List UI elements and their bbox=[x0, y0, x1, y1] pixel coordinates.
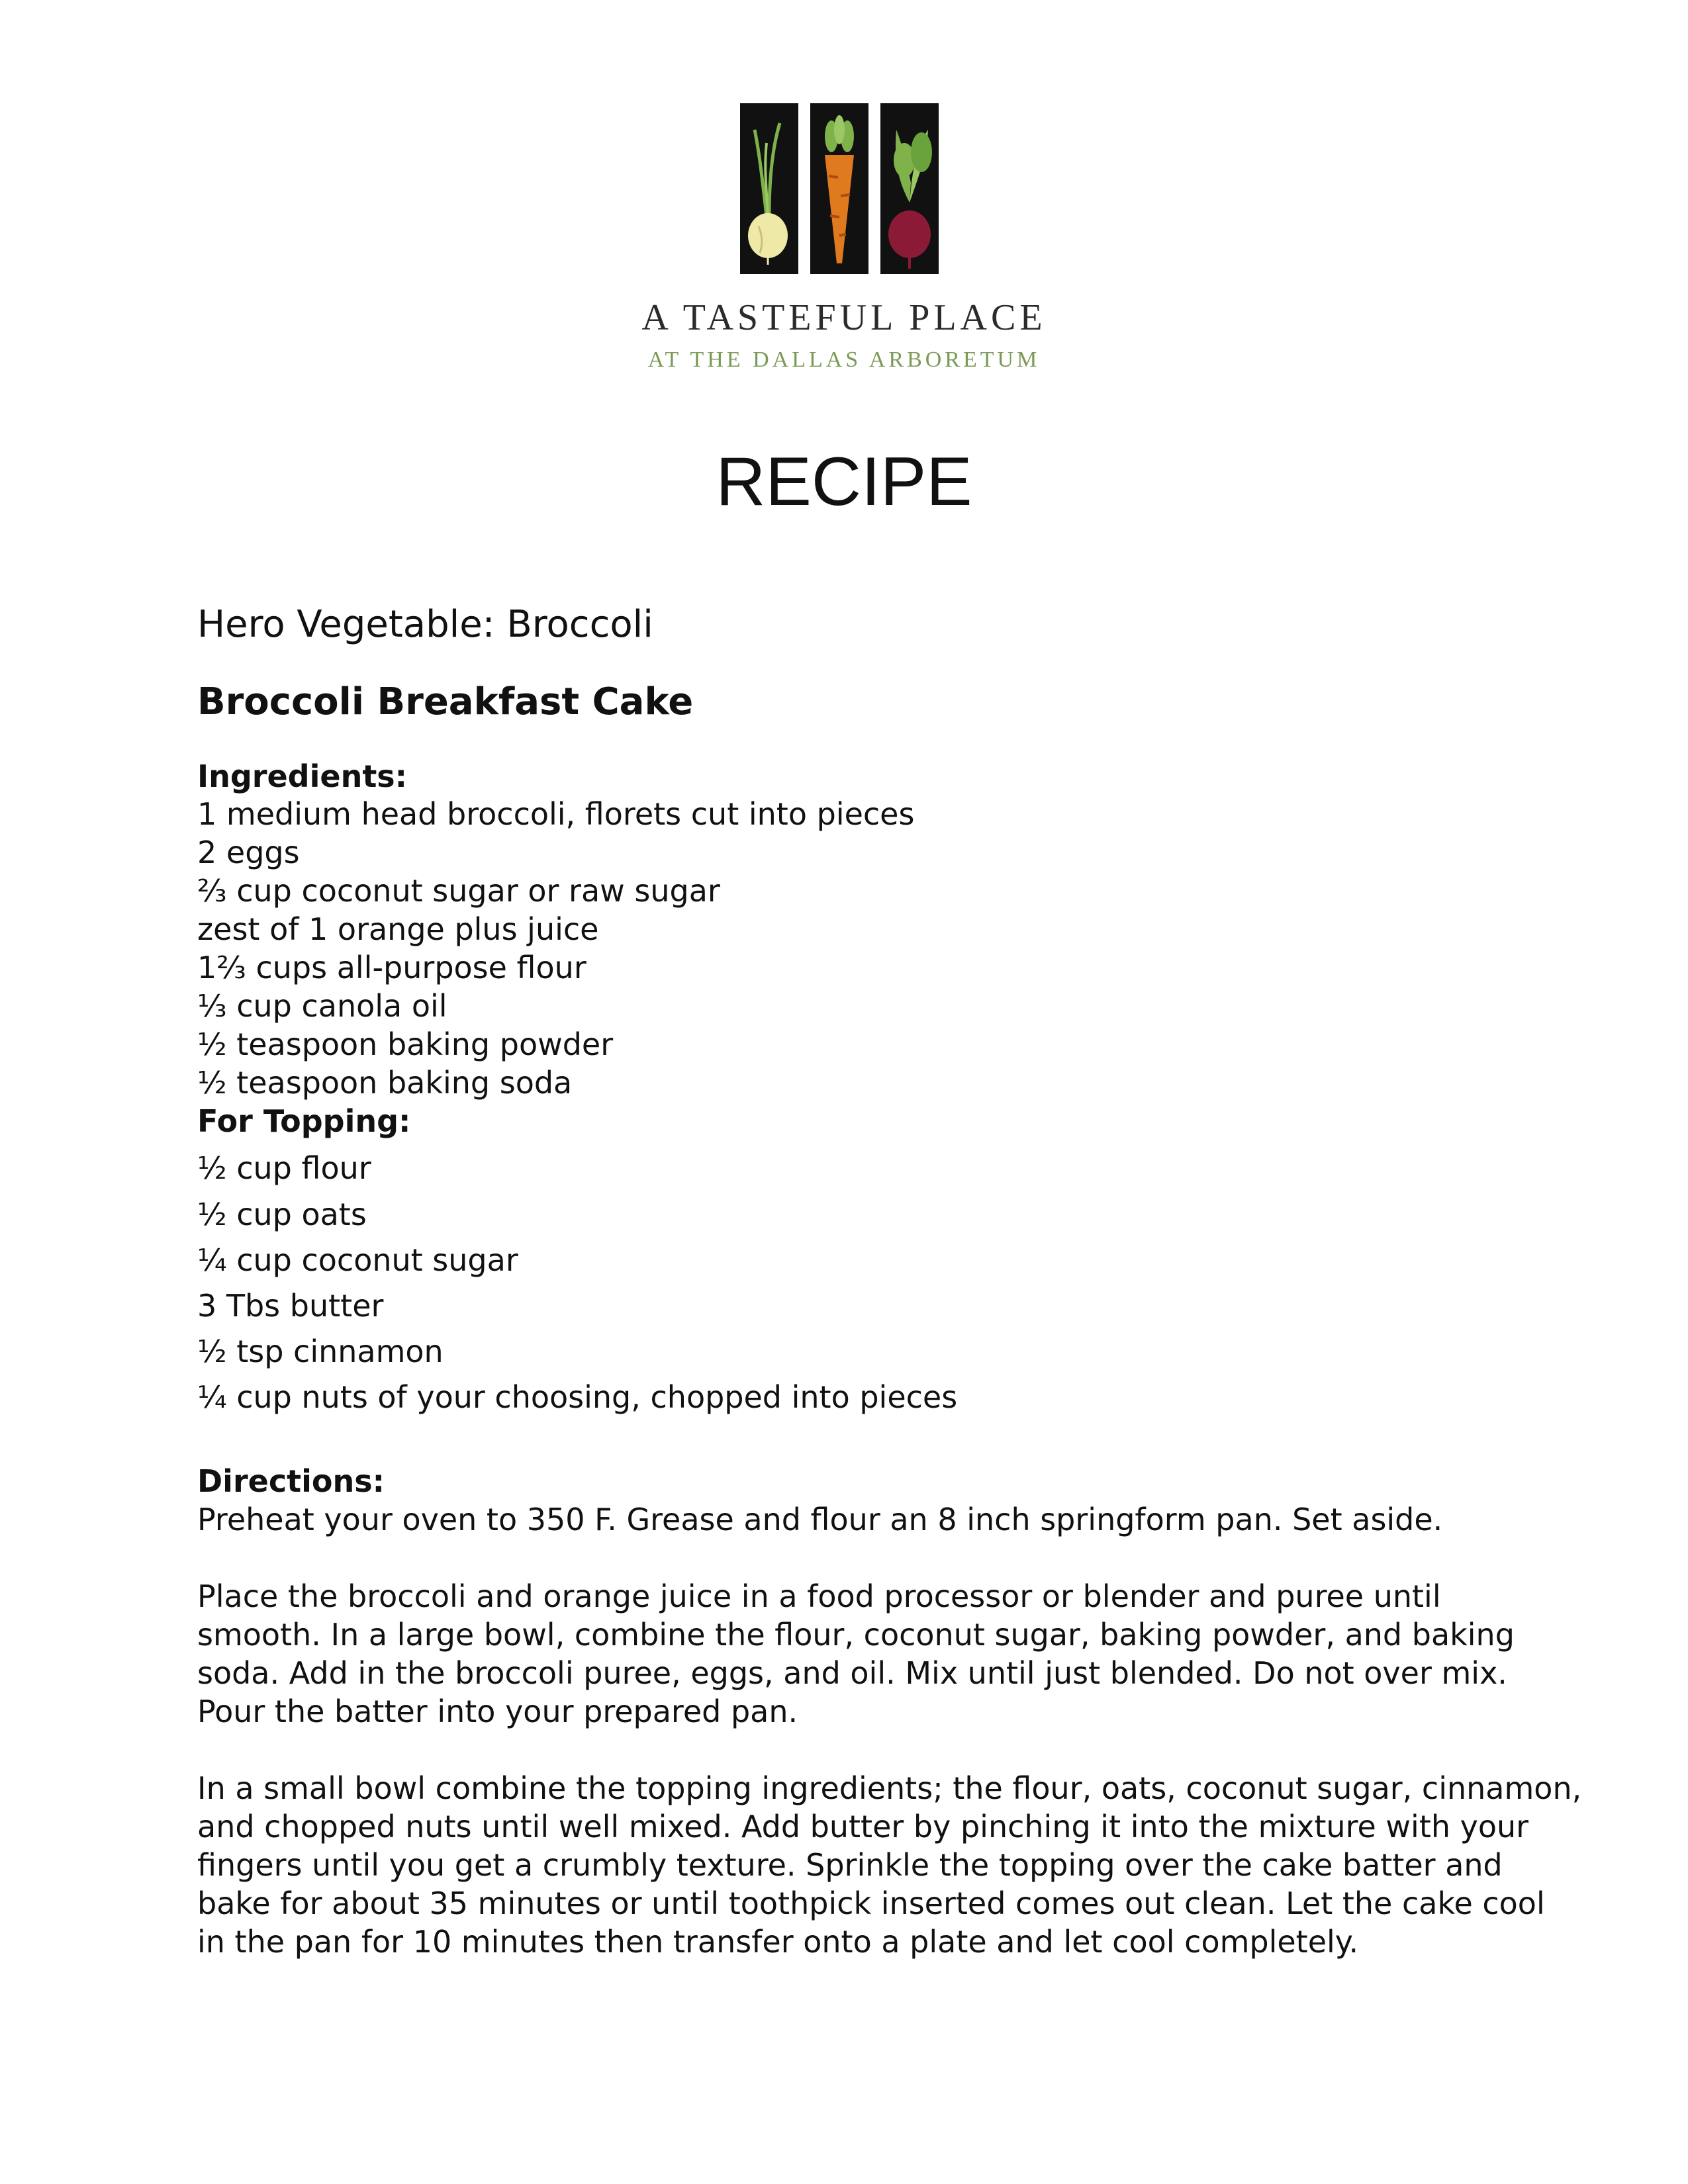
topping-item: 3 Tbs butter bbox=[197, 1288, 384, 1324]
ingredient-item: ⅔ cup coconut sugar or raw sugar bbox=[197, 873, 720, 909]
logo-subtitle: AT THE DALLAS ARBORETUM bbox=[647, 347, 1041, 372]
vegetables-icon bbox=[740, 103, 939, 274]
ingredient-item: ⅓ cup canola oil bbox=[197, 988, 447, 1024]
directions-line: In a small bowl combine the topping ingredients; the flour, oats, coconut sugar, cinnamon, bbox=[197, 1770, 1582, 1806]
ingredient-item: ½ teaspoon baking powder bbox=[197, 1026, 614, 1062]
logo-name: A TASTEFUL PLACE bbox=[641, 297, 1047, 338]
ingredient-item: 1 medium head broccoli, florets cut into pieces bbox=[197, 796, 915, 832]
ingredient-item: ½ teaspoon baking soda bbox=[197, 1065, 573, 1101]
recipe-name: Broccoli Breakfast Cake bbox=[197, 680, 694, 723]
topping-item: ½ tsp cinnamon bbox=[197, 1334, 444, 1369]
directions-line: smooth. In a large bowl, combine the flour, coconut sugar, baking powder, and baking bbox=[197, 1617, 1515, 1653]
directions-heading: Directions: bbox=[197, 1463, 385, 1499]
topping-item: ½ cup flour bbox=[197, 1150, 371, 1186]
topping-item: ½ cup oats bbox=[197, 1197, 367, 1232]
directions-line: in the pan for 10 minutes then transfer onto a plate and let cool completely. bbox=[197, 1924, 1359, 1960]
hero-vegetable: Hero Vegetable: Broccoli bbox=[197, 603, 653, 646]
directions-line: soda. Add in the broccoli puree, eggs, and oil. Mix until just blended. Do not over mix. bbox=[197, 1655, 1507, 1691]
topping-item: ¼ cup nuts of your choosing, chopped into pieces bbox=[197, 1379, 958, 1415]
directions-line: Place the broccoli and orange juice in a food processor or blender and puree until bbox=[197, 1578, 1441, 1614]
ingredient-item: 1⅔ cups all-purpose flour bbox=[197, 950, 586, 985]
topping-item: ¼ cup coconut sugar bbox=[197, 1242, 518, 1278]
directions-line: and chopped nuts until well mixed. Add butter by pinching it into the mixture with your bbox=[197, 1809, 1529, 1844]
ingredients-heading: Ingredients: bbox=[197, 758, 408, 794]
directions-line: bake for about 35 minutes or until toothpick inserted comes out clean. Let the cake cool bbox=[197, 1886, 1545, 1921]
directions-line: Pour the batter into your prepared pan. bbox=[197, 1694, 798, 1729]
ingredient-item: 2 eggs bbox=[197, 835, 300, 870]
topping-heading: For Topping: bbox=[197, 1103, 411, 1139]
directions-line: Preheat your oven to 350 F. Grease and flour an 8 inch springform pan. Set aside. bbox=[197, 1502, 1443, 1537]
directions-line: fingers until you get a crumbly texture. Sprinkle the topping over the cake batter and bbox=[197, 1847, 1503, 1883]
ingredient-item: zest of 1 orange plus juice bbox=[197, 911, 599, 947]
page-title: RECIPE bbox=[716, 443, 972, 520]
